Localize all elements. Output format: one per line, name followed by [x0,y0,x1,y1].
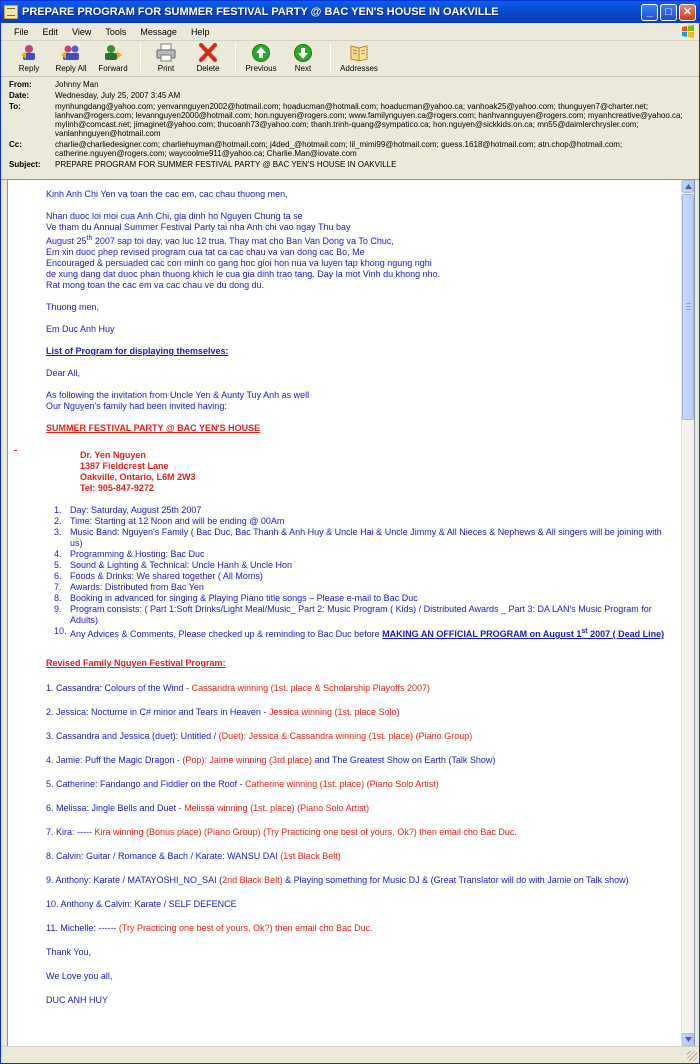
list-text: Program consists: ( Part 1:Soft Drinks/Light Meal/Music_ Part 2: Music Program ( Kids) / Distributed Awards _ Part 3: DA LAN's Music Program for Adults) [70,604,652,625]
menu-message[interactable]: Message [140,26,177,37]
item10-text: Any Advices & Comments, Please checked up & reminding to Bac Duc before [70,629,383,639]
minimize-button[interactable]: _ [641,4,658,21]
revised-performer: 8. Calvin: Guitar / Romance & Bach / Karate: WANSU DAI [46,851,281,861]
list-text [70,626,673,640]
list-number: 4. [54,549,62,559]
revised-award: (1st Black Belt) [280,851,341,861]
we-love-you: We Love you all, [46,971,113,981]
revised-item [46,875,673,886]
resize-grip[interactable] [687,1051,697,1061]
cc-value[interactable]: charlie@charliedesigner.com; charliehuyman@hotmail.com; j4ded_@hotmail.com; lil_mimi99@hotmail.com; guess.1618@hotmail.com; atn.chop@hotmail.com; catherine.nguyen@rogers.com; waycoolme911@yahoo.ca; Charlie.Man@iovate.com [55,140,623,158]
printer-icon [155,43,177,63]
to-label: To: [9,102,21,111]
subject-row [9,160,691,169]
party-address [80,450,673,494]
revised-item [46,899,673,910]
revised-item [46,851,673,862]
date-line-post: 2007 sap toi day, vao luc 12 trua. Thay mat cho Ban Van Dong va To Chuc, [92,236,394,246]
reply-button[interactable] [9,43,49,73]
title-bar[interactable] [1,1,699,23]
list-item [54,582,673,593]
reply-label: Reply [18,64,40,73]
following-paragraph [46,390,673,412]
list-item [54,516,673,527]
address-line: Dr. Yen Nguyen [80,450,146,460]
reply-all-label: Reply All [55,64,87,73]
intro-line: Encouraged & persuaded cac con minh co gang hoc gioi hon nua va luyen tap khong ngung nghi [46,258,432,268]
revised-extra: and The Greatest Show on Earth (Talk Show) [311,755,496,765]
menu-file[interactable]: File [14,26,29,37]
list-item [54,560,673,571]
subject-value: PREPARE PROGRAM FOR SUMMER FESTIVAL PARTY @ BAC YEN'S HOUSE IN OAKVILLE [55,160,397,169]
status-bar [1,1046,699,1063]
list-item [54,527,673,549]
revised-performer: 4. Jamie: Puff the Magic Dragon - [46,755,183,765]
up-arrow-icon [250,43,272,63]
intro-line: de xung dang dat duoc phan thuong khich le cua gia dinh trao tang. Day la mot Vinh du khong nho. [46,269,441,279]
from-label: From: [9,80,32,89]
menu-view[interactable]: View [72,26,92,37]
delete-x-icon [197,43,219,63]
close-button[interactable]: ✕ [679,4,696,21]
address-book-icon [348,43,370,63]
menu-tools[interactable]: Tools [105,26,127,37]
revised-performer: 7. Kira: ----- [46,827,95,837]
down-arrow-icon [292,43,314,63]
date-line-pre: August 25 [46,236,87,246]
revised-item [46,707,673,718]
dear-all: Dear All, [46,368,81,378]
toolbar-separator [330,43,331,73]
revised-item [46,755,673,766]
thank-you: Thank You, [46,947,92,957]
thumb-grip [686,306,691,307]
list-item [54,626,673,640]
list-item [54,593,673,604]
revised-heading: Revised Family Nguyen Festival Program: [46,658,226,668]
scroll-thumb[interactable] [682,194,694,420]
signoff: Em Duc Anh Huy [46,324,115,334]
list-number: 7. [54,582,62,592]
from-value[interactable]: Johnny Man [55,80,99,89]
menu-bar [1,23,699,41]
toolbar-separator [140,43,141,73]
list-text: Time: Starting at 12 Noon and will be ending @ 00Am [70,516,285,526]
revised-award: Melissa winning (1st. place) (Piano Solo Artist) [184,803,370,813]
revised-performer: 10. Anthony & Calvin: Karate / SELF DEFENCE [46,899,237,909]
following-line: Our Nguyen's family had been invited having: [46,401,227,411]
message-headers [1,77,699,180]
signature: DUC ANH HUY [46,995,109,1005]
date-line [46,233,673,247]
scroll-up-button[interactable] [682,180,694,193]
revised-award: 2nd Black Belt) [222,875,283,885]
cc-row [9,140,691,158]
reply-icon [18,43,40,63]
date-value: Wednesday, July 25, 2007 3:45 AM [55,91,181,100]
print-label: Print [157,64,175,73]
revised-performer: 2. Jessica: Nocturne in C# minor and Tears in Heaven - [46,707,269,717]
revised-award: Kira winning (Bonus place) (Piano Group) (Try Practicing one best of yours, Ok?) then email cho Bac Duc. [94,827,517,837]
list-text: Sound & Lighting & Technical: Uncle Hanh & Uncle Hon [70,560,292,570]
list-item [54,505,673,516]
list-item [54,571,673,582]
next-label: Next [294,64,312,73]
party-heading: SUMMER FESTIVAL PARTY @ BAC YEN'S HOUSE [46,423,261,433]
list-number: 6. [54,571,62,581]
list-text: Awards: Distributed from Bac Yen [70,582,204,592]
intro-line: Rat mong toan the cac em va cac chau ve du dong du. [46,280,265,290]
item10-deadline [382,629,664,639]
scroll-down-icon [685,1037,692,1042]
revised-item [46,923,673,934]
program-list [8,505,673,640]
revised-award: (Try Practicing one best of yours, Ok?) then email cho Bac Duc. [118,923,373,933]
reply-all-icon [60,43,82,63]
list-text: Programming & Hosting: Bac Duc [70,549,205,559]
window-title: PREPARE PROGRAM FOR SUMMER FESTIVAL PARTY @ BAC YEN'S HOUSE IN OAKVILLE [22,6,499,18]
revised-performer: 5. Catherine: Fandango and Fiddler on the Roof - [46,779,246,789]
revised-award: Catherine winning (1st. place) (Piano Solo Artist) [245,779,439,789]
date-label: Date: [9,91,30,100]
previous-label: Previous [245,64,277,73]
envelope-icon [4,5,18,19]
list-number: 8. [54,593,62,603]
list-item [54,549,673,560]
forward-icon [102,43,124,63]
greeting: Kinh Anh Chi Yen va toan the cac em, cac chau thuong men, [46,189,288,199]
address-line: Tel: 905-847-9272 [80,483,154,493]
thumb-grip [686,309,691,310]
list-text: Day: Saturday, August 25th 2007 [70,505,202,515]
list-text: Booking in advanced for singing & Playing Piano title songs – Please e-mail to Bac Duc [70,593,418,603]
message-body [8,180,683,1046]
revised-performer: 9. Anthony: Karate / MATAYOSHI_NO_SAI ( [46,875,223,885]
intro-paragraph [46,211,673,291]
from-row [9,80,691,89]
menu-help[interactable]: Help [190,26,210,37]
regards: Thuong men, [46,302,100,312]
message-body-pane[interactable] [7,179,695,1047]
date-row [9,91,691,100]
revised-award: Jessica winning (1st. place Solo) [268,707,400,717]
toolbar-separator [235,43,236,73]
vertical-scrollbar[interactable] [681,180,694,1046]
maximize-button[interactable]: □ [660,4,677,21]
previous-button[interactable] [241,43,281,73]
forward-button[interactable] [93,43,133,73]
deadline-pre: MAKING AN OFFICIAL PROGRAM on August 1 [382,629,582,639]
to-row [9,102,691,138]
thumb-grip [686,303,691,304]
delete-button[interactable] [188,43,228,73]
address-line: 1387 Fieldcrest Lane [80,461,169,471]
cc-label: Cc: [9,140,22,149]
deadline-post: 2007 ( Dead Line) [587,629,665,639]
list-number: 1. [54,505,62,515]
revised-award: Cassandra winning (1st. place & Scholarship Playoffs 2007) [191,683,431,693]
subject-label: Subject: [9,160,41,169]
list-number: 2. [54,516,62,526]
revised-performer: 3. Cassandra and Jessica (duet): Untitled / [46,731,219,741]
intro-line: Em xin duoc phep revised program cua tat ca cac chau va van dong cac Bo, Me [46,247,365,257]
addresses-label: Addresses [340,64,378,73]
address-line: Oakville, Ontario, L6M 2W3 [80,472,196,482]
following-line: As following the invitation from Uncle Yen & Aunty Tuy Anh as well [46,390,310,400]
scroll-down-button[interactable] [682,1033,694,1046]
toolbar [1,41,699,77]
list-item [54,604,673,626]
list-number: 9. [54,604,62,614]
list-text: Foods & Drinks: We shared together ( All Moms) [70,571,263,581]
next-button[interactable] [283,43,323,73]
delete-label: Delete [196,64,220,73]
revised-award: (Duet): Jessica & Cassandra winning (1st. place) (Piano Group) [218,731,473,741]
revised-item [46,827,673,838]
intro-line: Ve tham du Annual Summer Festival Party tai nha Anh chi vao ngay Thu bay [46,222,351,232]
to-value[interactable]: mynhungdang@yahoo.com; yenvannguyen2002@hotmail.com; hoaducman@hotmail.com; hoaducman@yahoo.ca; vanhoak25@yahoo.com; thunguyen7@charter.net; lanhvan@rogers.com; levannguyen2000@hotmail.com; hon.nguyen@rogers.com; www.familynguyen.ca@rogers.com; hanhvannguyen@rogers.com; myanhcreative@yahoo.ca; mylinh@comcast.net; jimaginet@yahoo.com; thucoanh73@yahoo.com; thanh.trinh-quang@sympatico.ca; hon.nguyen@sickkids.on.ca; mn55@daimlerchrysler.com; vanlanhnguyen@hotmail.com [55,102,683,138]
menu-edit[interactable]: Edit [42,26,59,37]
list-number: 10. [54,626,67,636]
revised-extra: & Playing something for Music DJ & (Great Translator will do with Jamie on Talk show) [282,875,629,885]
revised-performer: 11. Michelle: ------ [46,923,119,933]
reply-all-button[interactable] [51,43,91,73]
list-number: 5. [54,560,62,570]
list-number: 3. [54,527,62,537]
revised-item [46,803,673,814]
revised-award: (Pop): Jaime winning (3rd place) [182,755,312,765]
list-text: Music Band: Nguyen's Family ( Bac Duc, Bac Thanh & Anh Huy & Uncle Hai & Uncle Jimmy & All Nieces & Nephews & All singers will be joining with us) [70,527,662,548]
intro-line: Nhan duoc loi moi cua Anh Chi, gia dinh ho Nguyen Chung ta se [46,211,303,221]
revised-performer: 6. Melissa: Jingle Bells and Duet - [46,803,185,813]
revised-item [46,779,673,790]
deadline-sup: st [581,628,588,635]
revised-item [46,683,673,694]
addresses-button[interactable] [336,43,382,73]
print-button[interactable] [146,43,186,73]
list-heading: List of Program for displaying themselves: [46,346,229,356]
scroll-up-icon [685,184,692,189]
windows-logo-icon [680,24,696,40]
revised-item [46,731,673,742]
forward-label: Forward [98,64,128,73]
date-line-sup: th [86,235,93,242]
revised-performer: 1. Cassandra: Colours of the Wind - [46,683,192,693]
